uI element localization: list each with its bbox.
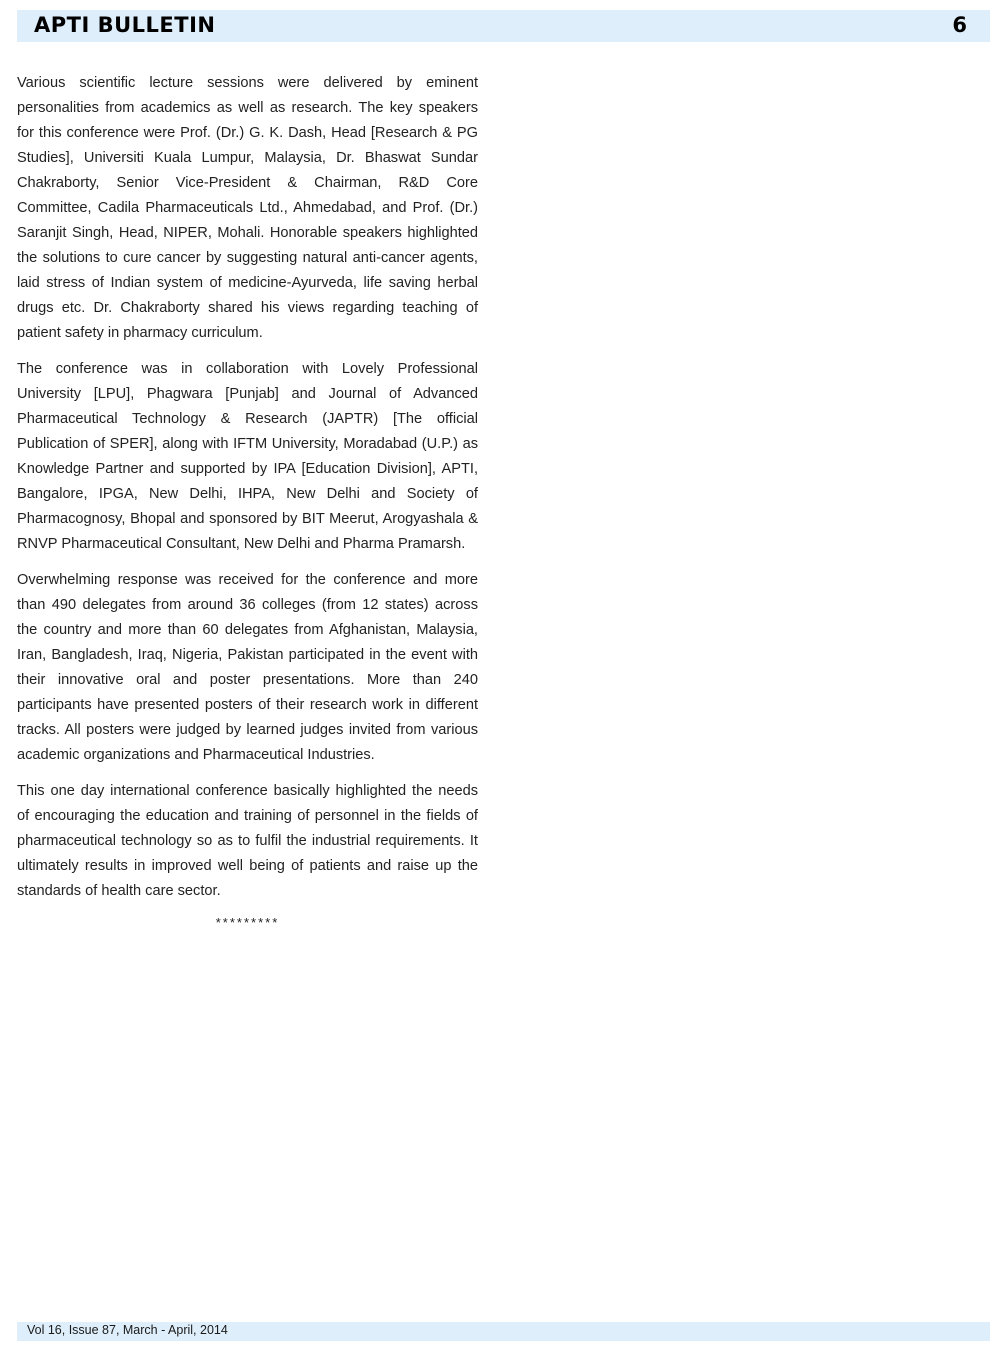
paragraph-collaboration: The conference was in collaboration with Lovely Professional University [LPU], Phagwara [Punjab] and Journal of Advanced Pharmaceutical Technology & Research (JAPTR) [The official Publication of SPER], along with IFTM University, Moradabad (U.P.) as Knowledge Partner and supported by IPA [Education Division], APTI, Bangalore, IPGA, New Delhi, IHPA, New Delhi and Society of Pharmacognosy, Bhopal and sponsored by BIT Meerut, Arogyashala & RNVP Pharmaceutical Consultant, New Delhi and Pharma Pramarsh. — [17, 361, 478, 552]
bulletin-title: APTI BULLETIN — [34, 13, 216, 37]
page-number: 6 — [952, 13, 967, 37]
issue-info: Vol 16, Issue 87, March - April, 2014 — [27, 1323, 228, 1337]
footer-bar — [17, 1322, 990, 1341]
paragraph-response: Overwhelming response was received for the conference and more than 490 delegates from around 36 colleges (from 12 states) across the country and more than 60 delegates from Afghanistan, Malaysia, Iran, Bangladesh, Iraq, Nigeria, Pakistan participated in the event with their innovative oral and poster presentations. More than 240 participants have presented posters of their research work in different tracks. All posters were judged by learned judges invited from various academic organizations and Pharmaceutical Industries. — [17, 572, 478, 763]
end-of-article-mark: ********* — [215, 915, 280, 930]
paragraph-conclusion: This one day international conference basically highlighted the needs of encouraging the education and training of personnel in the fields of pharmaceutical technology so as to fulfil the industrial requirements. It ultimately results in improved well being of patients and raise up the standards of health care sector. — [17, 783, 478, 899]
header-bar — [17, 10, 990, 42]
article-column — [17, 71, 478, 930]
paragraph-speakers: Various scientific lecture sessions were delivered by eminent personalities from academics as well as research. The key speakers for this conference were Prof. (Dr.) G. K. Dash, Head [Research & PG Studies], Universiti Kuala Lumpur, Malaysia, Dr. Bhaswat Sundar Chakraborty, Senior Vice-President & Chairman, R&D Core Committee, Cadila Pharmaceuticals Ltd., Ahmedabad, and Prof. (Dr.) Saranjit Singh, Head, NIPER, Mohali. Honorable speakers highlighted the solutions to cure cancer by suggesting natural anti-cancer agents, laid stress of Indian system of medicine-Ayurveda, life saving herbal drugs etc. Dr. Chakraborty shared his views regarding teaching of patient safety in pharmacy curriculum. — [17, 75, 478, 341]
